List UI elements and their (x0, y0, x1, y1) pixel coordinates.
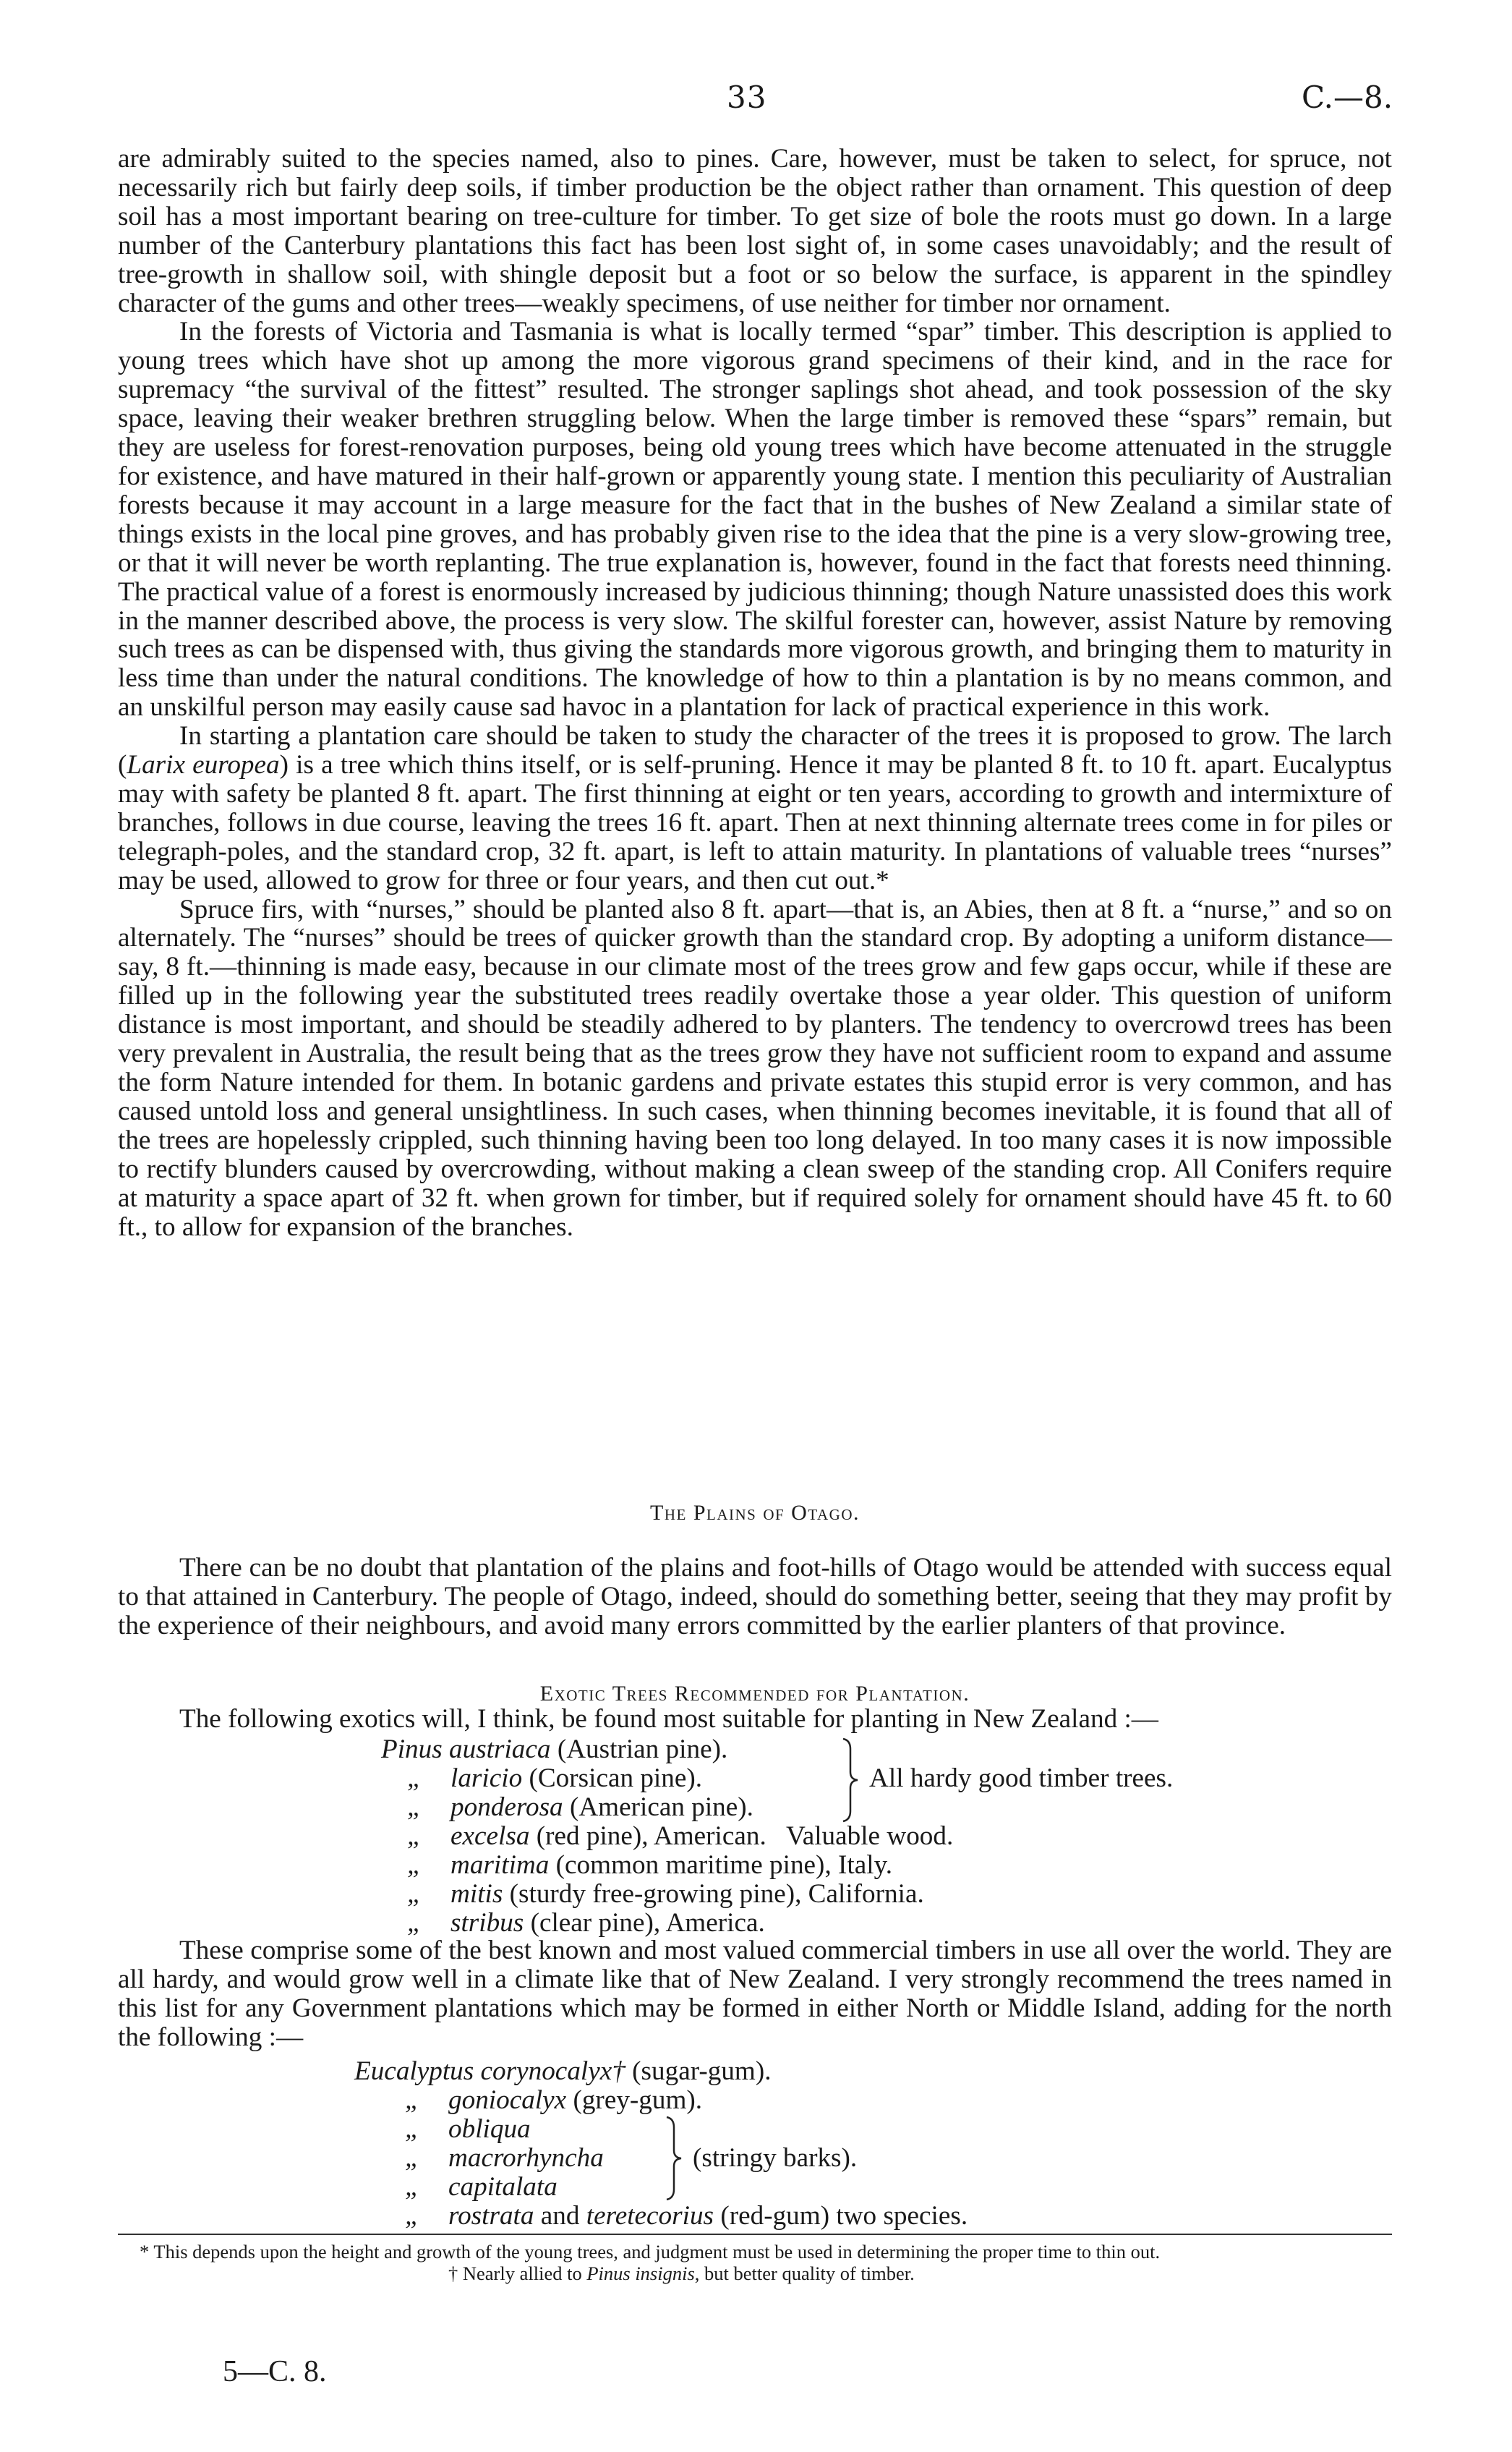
document-reference: C.—8. (1302, 80, 1393, 115)
species-epithet: ponderosa (450, 1792, 563, 1822)
ditto-mark: „ (405, 2085, 420, 2115)
footnote-dagger (448, 2262, 915, 2284)
pinus-brace (840, 1737, 862, 1823)
paragraph-soil: are admirably suited to the species named, also to pines. Care, however, must be taken to select, for spruce, not necessarily rich but fairly deep soils, if timber production be the object rather than ornament. This question of deep soil has a most important bearing on tree-culture for timber. To get size of bole the roots must go down. In a large number of the Canterbury plantations this fact has been lost sight of, in some cases unavoidably; and the result of tree-growth in shallow soil, with shingle deposit but a foot or so below the surface, is apparent in the spindley character of the gums and other trees—weakly specimens, of use neither for timber nor ornament. (118, 144, 1392, 318)
ditto-mark: „ (407, 1763, 422, 1793)
species-epithet: rostrata (448, 2201, 534, 2231)
pinus-mitis-line (407, 1878, 924, 1910)
ditto-mark: „ (405, 2172, 420, 2202)
species-epithet: macrorhyncha (448, 2143, 604, 2173)
species-note-2: (red-gum) two species. (720, 2201, 968, 2231)
eucalyptus-capitalata-line (405, 2171, 558, 2202)
ditto-mark: „ (407, 1879, 422, 1909)
eucalyptus-corynocalyx-line (354, 2056, 772, 2087)
species-epithet: corynocalyx† (480, 2056, 625, 2086)
main-text (118, 145, 1392, 1241)
species-epithet: excelsa (450, 1821, 530, 1851)
species-epithet: capitalata (448, 2172, 558, 2202)
species-epithet: obliqua (448, 2114, 531, 2144)
ditto-mark: „ (407, 1850, 422, 1880)
ditto-mark: „ (405, 2201, 420, 2231)
pinus-excelsa-line (407, 1821, 953, 1852)
paragraph-spar-timber: In the forests of Victoria and Tasmania is what is locally termed “spar” timber. This description is applied to young trees which have shot up among the more vigorous grand specimens of their kind, and in the race for supremacy “the survival of the fittest” resulted. The stronger saplings shot ahead, and took possession of the sky space, leaving their weaker brethren struggling below. When the large timber is removed these “spars” remain, but they are useless for forest-renovation purposes, being old young trees which have become attenuated in the struggle for existence, and have matured in their half-grown or apparently young state. I mention this peculiarity of Australian forests because it may account in a large measure for the fact that in the bushes of New Zealand a similar state of things exists in the local pine groves, and has probably given rise to the idea that the pine is a very slow-growing tree, or that it will never be worth replanting. The true explanation is, however, found in the fact that forests need thinning. The practical value of a forest is enormously increased by judicious thinning; though Nature unassisted does this work in the manner described above, the process is very slow. The skilful forester can, however, assist Nature by removing such trees as can be dispensed with, thus giving the standards more vigorous growth, and bringing them to maturity in less time than under the natural conditions. The knowledge of how to thin a plantation is by no means common, and an unskilful person may easily cause sad havoc in a plantation for lack of practical experience in this work. (118, 317, 1392, 723)
eucalyptus-goniocalyx-line (405, 2085, 702, 2116)
genus-name: Eucalyptus (354, 2056, 474, 2086)
stringy-bark-brace (664, 2116, 685, 2201)
species-note: (Corsican pine). (529, 1763, 703, 1793)
species-epithet: austriaca (449, 1734, 551, 1764)
eucalyptus-rostrata-line (405, 2200, 968, 2231)
species-epithet: mitis (450, 1879, 503, 1909)
pinus-stribus-line (407, 1907, 765, 1938)
species-note: (American pine). (569, 1792, 753, 1822)
species-note: (common maritime pine), Italy. (555, 1850, 893, 1880)
species-note: (sugar-gum). (632, 2056, 772, 2086)
species-epithet: laricio (450, 1763, 523, 1793)
pinus-maritima-line (407, 1849, 892, 1881)
species-note: (Austrian pine). (557, 1734, 728, 1764)
pinus-ponderosa-line (407, 1792, 753, 1823)
paper-identifier: 5—C. 8. (223, 2355, 327, 2388)
eucalyptus-obliqua-line (405, 2113, 531, 2145)
page-number: 33 (727, 80, 767, 115)
larch-text-2: ) is a tree which thins itself, or is self-pruning. Hence it may be planted 8 ft. to 10 ft. apart. Eucalyptus may with safety be planted 8 ft. apart. The first thinning at eight or ten years, according to growth and intermixture of branches, follows in due course, leaving the trees 16 ft. apart. Then at next thinning alternate trees come in for piles or telegraph-poles, and the standard crop, 32 ft. apart, is left to attain maturity. In plantations of valuable trees “nurses” may be used, allowed to grow for three or four years, and then cut out.* (118, 750, 1392, 895)
stringy-bark-note: (stringy barks). (693, 2143, 858, 2173)
genus-name: Pinus (381, 1734, 443, 1764)
footnote-star: * This depends upon the height and growth of the young trees, and judgment must be used in determining the proper time to thin out. (140, 2241, 1161, 2262)
species-note: (red pine), American. Valuable wood. (536, 1821, 954, 1851)
species-note: (sturdy free-growing pine), California. (509, 1879, 924, 1909)
paragraph-larch (118, 722, 1392, 895)
larch-latin-name: Larix europea (127, 750, 280, 780)
pinus-laricio-line (407, 1763, 702, 1794)
species-epithet: goniocalyx (448, 2085, 567, 2115)
pinus-brace-note: All hardy good timber trees. (869, 1763, 1174, 1793)
ditto-mark: „ (405, 2143, 420, 2173)
species-epithet: stribus (450, 1908, 524, 1938)
heading-exotic-trees: Exotic Trees Recommended for Plantation. (539, 1682, 970, 1706)
species-note: (clear pine), America. (530, 1908, 765, 1938)
ditto-mark: „ (407, 1792, 422, 1822)
paragraph-otago (118, 1554, 1392, 1640)
ditto-mark: „ (407, 1908, 422, 1938)
eucalyptus-macrorhyncha-line (405, 2142, 604, 2174)
paragraph-spruce-firs: Spruce firs, with “nurses,” should be planted also 8 ft. apart—that is, an Abies, then at 8 ft. a “nurse,” and so on alternately. The “nurses” should be trees of quicker growth than the standard crop. By adopting a uniform distance—say, 8 ft.—thinning is made easy, because in our climate most of the trees grow and few gaps occur, while if these are filled up in the following year the substituted trees readily overtake those a year older. This question of uniform distance is most important, and should be steadily adhered to by planters. The tendency to overcrowd trees has been very prevalent in Australia, the result being that as the trees grow they have not sufficient room to expand and assume the form Nature intended for them. In botanic gardens and private estates this stupid error is very common, and has caused untold loss and general unsightliness. In such cases, when thinning becomes inevitable, it is found that all of the trees are hopelessly crippled, such thinning having been too long delayed. In too many cases it is now impossible to rectify blunders caused by overcrowding, without making a clean sweep of the standing crop. All Conifers require at maturity a space apart of 32 ft. when grown for timber, but if required solely for ornament should have 45 ft. to 60 ft., to allow for expansion of the branches. (118, 894, 1392, 1242)
pinus-austriaca-line (381, 1734, 727, 1765)
species-epithet: maritima (450, 1850, 550, 1880)
exotics-intro: The following exotics will, I think, be found most suitable for planting in New Zealand :— (179, 1704, 1158, 1734)
ditto-mark: „ (405, 2114, 420, 2144)
footnote-dagger-text-1: † Nearly allied to (448, 2262, 587, 2284)
species-note: (grey-gum). (573, 2085, 703, 2115)
species-epithet-2: teretecorius (586, 2201, 714, 2231)
heading-plains-of-otago: The Plains of Otago. (650, 1501, 860, 1525)
summary-text: These comprise some of the best known and most valued commercial timbers in use all over the world. They are all hardy, and would grow well in a climate like that of New Zealand. I very strongly recommend the trees named in this list for any Government plantations which may be formed in either North or Middle Island, adding for the north the following :— (118, 1936, 1392, 2052)
footnote-dagger-text-2: , but better quality of timber. (694, 2262, 915, 2284)
species-note: and (540, 2201, 580, 2231)
footnote-dagger-latin: Pinus insignis (586, 2262, 695, 2284)
paragraph-summary (118, 1936, 1392, 2052)
footnote-rule (118, 2234, 1392, 2235)
otago-text: There can be no doubt that plantation of the plains and foot-hills of Otago would be attended with success equal to that attained in Canterbury. The people of Otago, indeed, should do something better, seeing that they may profit by the experience of their neighbours, and avoid many errors committed by the earlier planters of that province. (118, 1553, 1392, 1640)
larch-text-1: In starting a plantation care should be taken to study the character of the trees it is proposed to grow. The larch ( (118, 721, 1392, 780)
ditto-mark: „ (407, 1821, 422, 1851)
